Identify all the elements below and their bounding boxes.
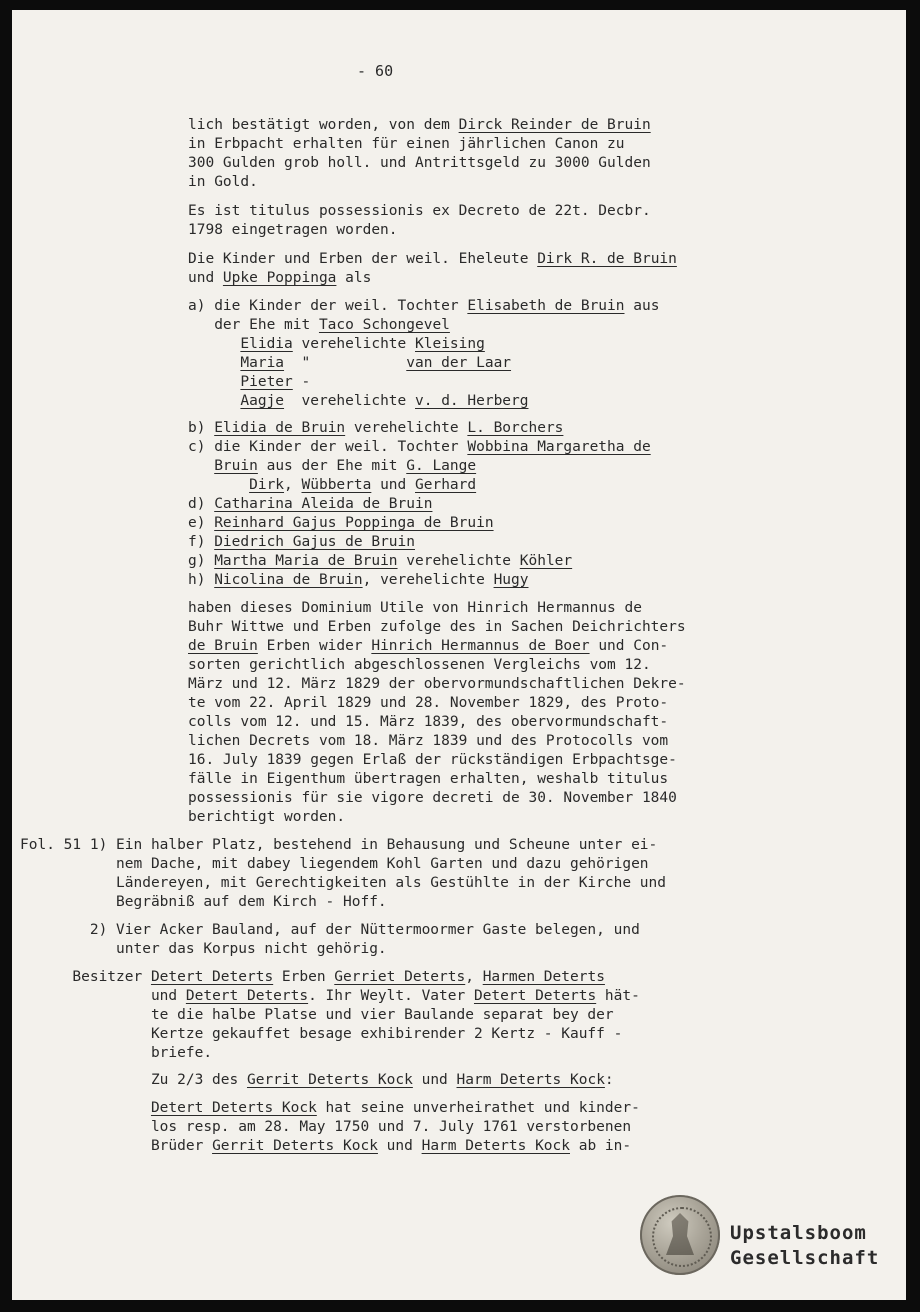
text-segment: lich bestätigt worden, von dem	[188, 117, 459, 133]
text-segment: aus der Ehe mit	[257, 458, 407, 474]
text-line	[188, 533, 415, 552]
text-segment: ,	[465, 969, 483, 985]
underlined-name: Detert Deterts	[150, 969, 274, 985]
underlined-name: Gerriet Deterts	[334, 969, 466, 985]
text-segment	[188, 477, 249, 493]
text-segment: b)	[188, 420, 215, 436]
text-line	[188, 618, 686, 637]
text-segment: briefe.	[20, 1045, 213, 1061]
text-line	[188, 694, 668, 713]
text-line	[188, 135, 625, 154]
text-segment: Erben wider	[257, 638, 372, 654]
text-line	[188, 419, 563, 438]
underlined-name: Harm Deterts Kock	[456, 1072, 605, 1088]
text-line	[188, 656, 651, 675]
underlined-name: Gerrit Deterts Kock	[212, 1138, 378, 1154]
text-segment: und	[371, 477, 415, 493]
text-segment: Erben	[273, 969, 335, 985]
underlined-name: L. Borchers	[467, 420, 564, 436]
text-line	[188, 476, 476, 495]
text-line	[188, 438, 651, 457]
text-segment: in Gold.	[188, 174, 258, 190]
text-line	[20, 921, 640, 940]
text-segment: a) die Kinder der weil. Tochter	[188, 298, 468, 314]
text-segment: f)	[188, 534, 215, 550]
text-line	[20, 968, 605, 987]
text-segment	[188, 336, 240, 352]
text-line	[188, 571, 528, 590]
underlined-name: de Bruin	[188, 638, 258, 654]
text-segment: März und 12. März 1829 der obervormundschaftlichen Dekre-	[188, 676, 686, 692]
text-segment: Es ist titulus possessionis ex Decreto de 22t. Decbr.	[188, 203, 651, 219]
text-segment: te vom 22. April 1829 und 28. November 1829, des Proto-	[188, 695, 669, 711]
text-line	[188, 789, 677, 808]
text-segment: , verehelichte	[362, 572, 494, 588]
text-segment: "	[284, 355, 407, 371]
text-segment: Ländereyen, mit Gerechtigkeiten als Gestühlte in der Kirche und	[20, 875, 667, 891]
text-line	[188, 675, 686, 694]
text-segment: Zu 2/3 des	[20, 1072, 247, 1088]
underlined-name: Wübberta	[301, 477, 372, 493]
underlined-name: Bruin	[214, 458, 258, 474]
text-segment: verehelichte	[292, 336, 415, 352]
text-line	[20, 987, 640, 1006]
text-segment	[188, 458, 214, 474]
text-line	[188, 335, 485, 354]
underlined-name: Martha Maria de Bruin	[214, 553, 398, 569]
text-segment: Die Kinder und Erben der weil. Eheleute	[188, 251, 538, 267]
text-segment: und	[188, 270, 223, 286]
text-line	[188, 116, 651, 135]
text-segment: Brüder	[20, 1138, 213, 1154]
text-segment: :	[604, 1072, 614, 1088]
text-segment: und	[20, 988, 186, 1004]
text-segment: d)	[188, 496, 215, 512]
text-line	[188, 552, 572, 571]
underlined-name: Detert Deterts	[473, 988, 597, 1004]
underlined-name: Reinhard Gajus Poppinga de Bruin	[214, 515, 494, 531]
text-segment: verehelichte	[345, 420, 468, 436]
text-line	[188, 316, 450, 335]
text-segment: und	[412, 1072, 457, 1088]
underlined-name: Dirck Reinder de Bruin	[458, 117, 651, 133]
underlined-name: van der Laar	[406, 355, 512, 371]
text-segment: sorten gerichtlich abgeschlossenen Vergleichs vom 12.	[188, 657, 651, 673]
page-number: - 60	[357, 62, 394, 80]
text-line	[20, 1006, 614, 1025]
underlined-name: Hinrich Hermannus de Boer	[371, 638, 590, 654]
underlined-name: Diedrich Gajus de Bruin	[214, 534, 415, 550]
text-line	[188, 354, 511, 373]
text-line	[188, 221, 398, 240]
underlined-name: Harmen Deterts	[482, 969, 605, 985]
underlined-name: Harm Deterts Kock	[421, 1138, 570, 1154]
underlined-name: Taco Schongevel	[318, 317, 450, 333]
text-segment: in Erbpacht erhalten für einen jährlichen Canon zu	[188, 136, 625, 152]
seal-emblem-icon	[640, 1195, 720, 1275]
text-segment: verehelichte	[284, 393, 415, 409]
underlined-name: Dirk R. de Bruin	[537, 251, 677, 267]
text-line	[188, 637, 668, 656]
text-line	[20, 1099, 640, 1118]
underlined-name: Elidia de Bruin	[214, 420, 346, 436]
text-line	[188, 599, 642, 618]
underlined-name: Hugy	[493, 572, 529, 588]
text-line	[188, 808, 345, 827]
underlined-name: Nicolina de Bruin	[214, 572, 363, 588]
text-segment: h)	[188, 572, 215, 588]
text-segment: te die halbe Platse und vier Baulande separat bey der	[20, 1007, 614, 1023]
text-line	[188, 202, 651, 221]
underlined-name: Gerrit Deterts Kock	[246, 1072, 413, 1088]
text-segment: ab in-	[570, 1138, 632, 1154]
text-segment	[188, 374, 240, 390]
text-line	[188, 751, 677, 770]
text-segment: . Ihr Weylt. Vater	[308, 988, 474, 1004]
text-segment: lichen Decrets vom 18. März 1839 und des Protocolls vom	[188, 733, 669, 749]
text-segment: Begräbniß auf dem Kirch - Hoff.	[20, 894, 387, 910]
text-line	[20, 836, 657, 855]
text-segment: 2) Vier Acker Bauland, auf der Nüttermoormer Gaste belegen, und	[20, 922, 640, 938]
underlined-name: Kleising	[415, 336, 485, 352]
text-line	[188, 297, 659, 316]
brand-name-line2: Gesellschaft	[730, 1247, 880, 1269]
text-line	[20, 1071, 614, 1090]
text-segment: Besitzer	[20, 969, 151, 985]
text-line	[188, 173, 258, 192]
underlined-name: Upke Poppinga	[222, 270, 337, 286]
underlined-name: Maria	[240, 355, 285, 371]
text-line	[188, 770, 668, 789]
text-segment: nem Dache, mit dabey liegendem Kohl Garten und dazu gehörigen	[20, 856, 649, 872]
text-line	[20, 1044, 212, 1063]
text-line	[188, 713, 668, 732]
text-line	[188, 732, 668, 751]
text-segment: colls vom 12. und 15. März 1839, des obervormundschaft-	[188, 714, 669, 730]
text-line	[188, 495, 432, 514]
underlined-name: Gerhard	[415, 477, 477, 493]
underlined-name: Aagje	[240, 393, 285, 409]
text-line	[20, 940, 387, 959]
text-line	[188, 154, 651, 173]
text-segment	[188, 393, 240, 409]
text-segment: der Ehe mit	[188, 317, 319, 333]
text-line	[188, 514, 494, 533]
text-segment: aus	[624, 298, 660, 314]
underlined-name: Catharina Aleida de Bruin	[214, 496, 433, 512]
text-segment: e)	[188, 515, 215, 531]
text-segment: hat seine unverheirathet und kinder-	[316, 1100, 640, 1116]
text-line	[188, 373, 310, 392]
underlined-name: Elisabeth de Bruin	[467, 298, 625, 314]
text-segment: 1798 eingetragen worden.	[188, 222, 398, 238]
text-line	[20, 874, 666, 893]
text-line	[20, 1137, 631, 1156]
text-segment: 300 Gulden grob holl. und Antrittsgeld zu 3000 Gulden	[188, 155, 651, 171]
text-segment: und	[377, 1138, 422, 1154]
text-segment: unter das Korpus nicht gehörig.	[20, 941, 387, 957]
text-segment: als	[336, 270, 372, 286]
text-segment: -	[292, 374, 311, 390]
underlined-name: Detert Deterts	[185, 988, 309, 1004]
text-segment: los resp. am 28. May 1750 und 7. July 1761 verstorbenen	[20, 1119, 632, 1135]
text-segment: ,	[284, 477, 302, 493]
text-segment	[188, 355, 240, 371]
text-line	[20, 893, 387, 912]
text-line	[188, 392, 529, 411]
text-line	[20, 1025, 622, 1044]
underlined-name: Köhler	[519, 553, 573, 569]
text-segment: fälle in Eigenthum übertragen erhalten, weshalb titulus	[188, 771, 669, 787]
underlined-name: Pieter	[240, 374, 293, 390]
underlined-name: Wobbina Margaretha de	[467, 439, 651, 455]
text-line	[20, 1118, 631, 1137]
text-segment: c) die Kinder der weil. Tochter	[188, 439, 468, 455]
underlined-name: v. d. Herberg	[415, 393, 529, 409]
text-segment: berichtigt worden.	[188, 809, 346, 825]
text-segment: haben dieses Dominium Utile von Hinrich Hermannus de	[188, 600, 642, 616]
underlined-name: G. Lange	[406, 458, 477, 474]
text-segment: Fol. 51 1) Ein halber Platz, bestehend in Behausung und Scheune unter ei-	[20, 837, 658, 853]
underlined-name: Detert Deterts Kock	[150, 1100, 317, 1116]
text-segment: hät-	[596, 988, 640, 1004]
brand-name-line1: Upstalsboom	[730, 1222, 867, 1244]
text-segment: verehelichte	[397, 553, 520, 569]
text-line	[188, 269, 371, 288]
text-segment: Buhr Wittwe und Erben zufolge des in Sachen Deichrichters	[188, 619, 686, 635]
underlined-name: Elidia	[240, 336, 293, 352]
text-segment: 16. July 1839 gegen Erlaß der rückständigen Erbpachtsge-	[188, 752, 677, 768]
text-line	[188, 457, 476, 476]
text-segment: Kertze gekauffet besage exhibirender 2 Kertz - Kauff -	[20, 1026, 623, 1042]
underlined-name: Dirk	[249, 477, 285, 493]
text-segment	[20, 1100, 151, 1116]
text-line	[20, 855, 649, 874]
text-line	[188, 250, 677, 269]
text-segment: g)	[188, 553, 215, 569]
text-segment: possessionis für sie vigore decreti de 30. November 1840	[188, 790, 677, 806]
text-segment: und Con-	[589, 638, 669, 654]
